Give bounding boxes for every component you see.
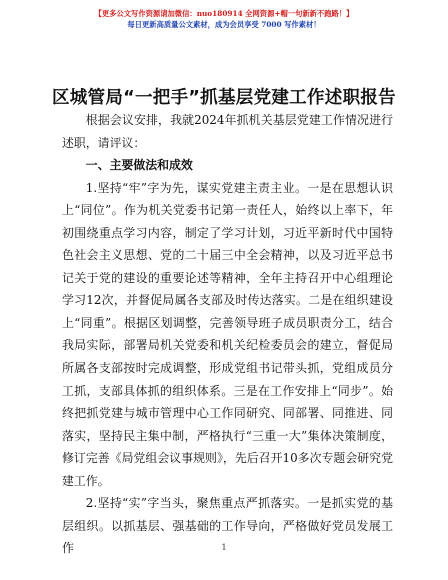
promo-banner-line-2: 每日更新高质量公文素材，成为会员享受 7000 写作素材！: [127, 20, 321, 29]
body-paragraph-1: 1.坚持“牢”字为先，谋实党建主责主业。一是在思想认识上“同位”。作为机关党委书记第一责任人，始终以上率下，年初围绕重点学习内容，制定了学习计划，习近平新时代中国特色社会主义思想、党的二十届三中全会精神，以及习近平总书记关于党的建设的重要论述等精神，全年主持召开中心组理论学习12次，并督促局属各支部及时传达落实。二是在组织建设上“同重”。根据区划调整，完善领导班子成员职责分工，结合我局实际，部署局机关党委和机关纪检委员会的建立，督促局所属各支部按时完成调整，形成党组书记带头抓，党组成员分工抓，支部具体抓的组织体系。三是在工作安排上“同步”。始终把抓党建与城市管理中心工作同研究、同部署、同推进、同落实，坚持民主集中制，严格执行“三重一大”集体决策制度，修订完善《局党组会议事规则》，先后召开10多次专题会研究党建工作。: [62, 180, 393, 488]
promo-banner: [0, 8, 448, 30]
document-title: 区城管局“一把手”抓基层党建工作述职报告: [51, 88, 396, 108]
page-number: 1: [221, 543, 227, 552]
document-body: [62, 109, 393, 560]
section-heading: 一、主要做法和成效: [85, 158, 193, 173]
promo-banner-line-1: 【更多公文写作资源请加微信：nuo180914 全网资源+帽一句新新不跑路！】: [94, 9, 354, 18]
intro-paragraph: 根据会议安排，我就2024年抓机关基层党建工作情况进行述职，请评议：: [62, 113, 393, 150]
body-paragraph-2: 2.坚持“实”字当头，聚焦重点严抓落实。一是抓实党的基层组织。以抓基层、强基础的工作导向，严格做好党员发展工作: [62, 496, 393, 556]
